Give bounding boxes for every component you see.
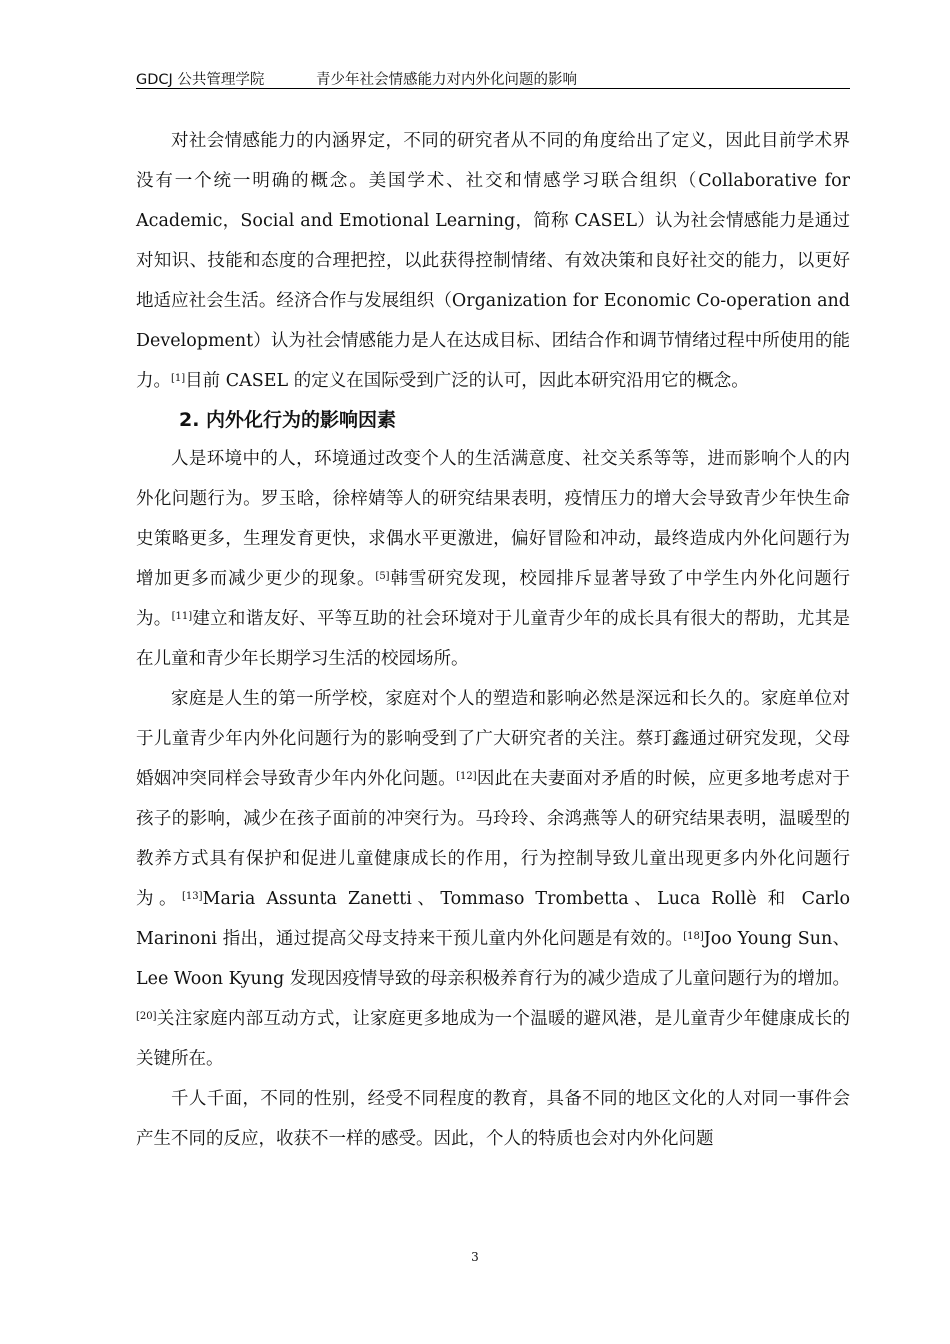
paragraph-definition <box>136 121 850 401</box>
paragraph-individual <box>136 1079 850 1159</box>
text-run: 韩雪研究发现，校园排斥显著导致了中学生内外化问题行为。 <box>136 569 851 629</box>
text-run: 因此在夫妻面对矛盾的时候，应更多地考虑对于孩子的影响，减少在孩子面前的冲突行为。马玲玲、余鸿燕等人的研究结果表明，温暖型的教养方式具有保护和促进儿童健康成长的作用，行为控制导致儿童出现更多内外化问题行为。 <box>136 769 850 909</box>
citation-ref: [13] <box>182 891 203 902</box>
text-run: 建立和谐友好、平等互助的社会环境对于儿童青少年的成长具有很大的帮助，尤其是在儿童和青少年长期学习生活的校园场所。 <box>136 609 850 669</box>
citation-ref: [18] <box>683 931 704 942</box>
citation-ref: [5] <box>375 571 390 582</box>
section-heading: 2. 内外化行为的影响因素 <box>179 409 397 431</box>
paragraph-family <box>136 679 850 1079</box>
citation-ref: [20] <box>136 1011 157 1022</box>
text-run: 千人千面，不同的性别，经受不同程度的教育，具备不同的地区文化的人对同一事件会产生不同的反应，收获不一样的感受。因此，个人的特质也会对内外化问题 <box>136 1089 850 1149</box>
header-school: GDCJ 公共管理学院 <box>136 72 265 88</box>
text-run: 关注家庭内部互动方式，让家庭更多地成为一个温暖的避风港，是儿童青少年健康成长的关键所在。 <box>136 1009 850 1069</box>
text-run: 对社会情感能力的内涵界定，不同的研究者从不同的角度给出了定义，因此目前学术界没有一个统一明确的概念。美国学术、社交和情感学习联合组织（Collaborative for Academic，Social and Emotional Learning，简称 CASEL）认为社会情感能力是通过对知识、技能和态度的合理把控，以此获得控制情绪、有效决策和良好社交的能力，以更好地适应社会生活。经济合作与发展组织（Organization for Economic Co-operation and Development）认为社会情感能力是人在达成目标、团结合作和调节情绪过程中所使用的能力。 <box>136 131 850 391</box>
citation-ref: [1] <box>171 373 186 384</box>
text-run: 人是环境中的人，环境通过改变个人的生活满意度、社交关系等等，进而影响个人的内外化问题行为。罗玉晗，徐梓婧等人的研究结果表明，疫情压力的增大会导致青少年快生命史策略更多，生理发育更快，求偶水平更激进，偏好冒险和冲动，最终造成内外化问题行为增加更多而减少更少的现象。 <box>136 449 850 589</box>
page-header <box>136 64 850 89</box>
text-run: Maria Assunta Zanetti、Tommaso Trombetta、Luca Rollè 和 Carlo Marinoni 指出，通过提高父母支持来干预儿童内外化问题是有效的。 <box>136 889 851 949</box>
text-run: 目前 CASEL 的定义在国际受到广泛的认可，因此本研究沿用它的概念。 <box>185 371 749 391</box>
text-run: Joo Young Sun、Lee Woon Kyung 发现因疫情导致的母亲积极养育行为的减少造成了儿童问题行为的增加。 <box>136 929 850 989</box>
text-run: 家庭是人生的第一所学校，家庭对个人的塑造和影响必然是深远和长久的。家庭单位对于儿童青少年内外化问题行为的影响受到了广大研究者的关注。蔡玎鑫通过研究发现，父母婚姻冲突同样会导致青少年内外化问题。 <box>136 689 850 789</box>
page-number: 3 <box>471 1250 479 1264</box>
page-body <box>136 121 850 1159</box>
header-title: 青少年社会情感能力对内外化问题的影响 <box>316 72 577 88</box>
paragraph-environment <box>136 439 850 679</box>
citation-ref: [11] <box>171 611 193 622</box>
citation-ref: [12] <box>456 771 477 782</box>
